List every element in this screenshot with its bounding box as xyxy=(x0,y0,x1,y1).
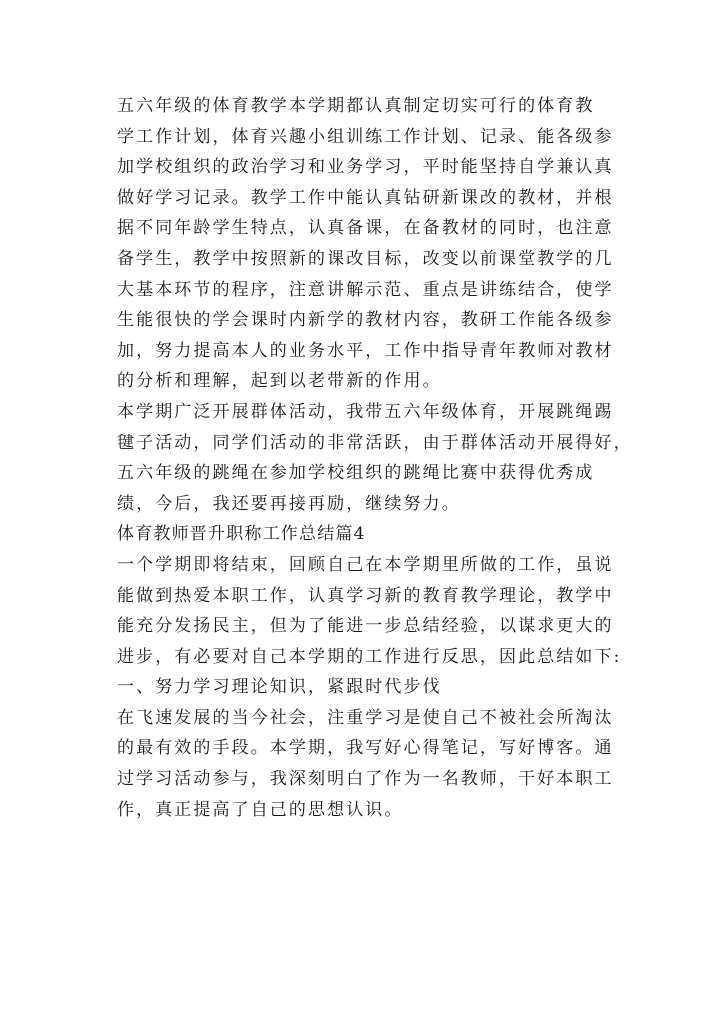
text-line: 能做到热爱本职工作，认真学习新的教育教学理论，教学中 xyxy=(117,585,614,606)
text-line: 学工作计划，体育兴趣小组训练工作计划、记录、能各级参 xyxy=(117,126,614,147)
text-line: 加，努力提高本人的业务水平，工作中指导青年教师对教材 xyxy=(117,340,614,361)
text-line: 的最有效的手段。本学期，我写好心得笔记，写好博客。通 xyxy=(117,738,614,759)
text-line: 的分析和理解，起到以老带新的作用。 xyxy=(117,371,442,392)
text-line: 毽子活动，同学们活动的非常活跃，由于群体活动开展得好， xyxy=(117,432,633,453)
text-line: 生能很快的学会课时内新学的教材内容，教研工作能各级参 xyxy=(117,310,614,331)
text-line: 大基本环节的程序，注意讲解示范、重点是讲练结合，使学 xyxy=(117,279,614,300)
text-line: 备学生，教学中按照新的课改目标，改变以前课堂教学的几 xyxy=(117,248,614,269)
text-line: 进步，有必要对自己本学期的工作进行反思，因此总结如下: xyxy=(117,646,622,667)
document-text xyxy=(117,91,637,825)
section-heading: 体育教师晋升职称工作总结篇4 xyxy=(117,524,366,545)
text-line: 过学习活动参与，我深刻明白了作为一名教师，干好本职工 xyxy=(117,769,614,790)
text-line: 做好学习记录。教学工作中能认真钻研新课改的教材，并根 xyxy=(117,187,614,208)
text-line: 在飞速发展的当今社会，注重学习是使自己不被社会所淘汰 xyxy=(117,707,614,728)
text-line: 本学期广泛开展群体活动，我带五六年级体育，开展跳绳踢 xyxy=(117,401,614,422)
text-line: 五六年级的跳绳在参加学校组织的跳绳比赛中获得优秀成 xyxy=(117,463,595,484)
text-line: 能充分发扬民主，但为了能进一步总结经验，以谋求更大的 xyxy=(117,616,614,637)
text-line: 绩，今后，我还要再接再励，继续努力。 xyxy=(117,493,461,514)
text-line: 作，真正提高了自己的思想认识。 xyxy=(117,799,404,820)
text-line: 据不同年龄学生特点，认真备课，在备教材的同时，也注意 xyxy=(117,218,614,239)
text-line: 加学校组织的政治学习和业务学习，平时能坚持自学兼认真 xyxy=(117,157,614,178)
text-line: 一个学期即将结束，回顾自己在本学期里所做的工作，虽说 xyxy=(117,554,614,575)
text-line: 五六年级的体育教学本学期都认真制定切实可行的体育教 xyxy=(117,96,595,116)
text-line: 一、努力学习理论知识，紧跟时代步伐 xyxy=(117,677,442,698)
